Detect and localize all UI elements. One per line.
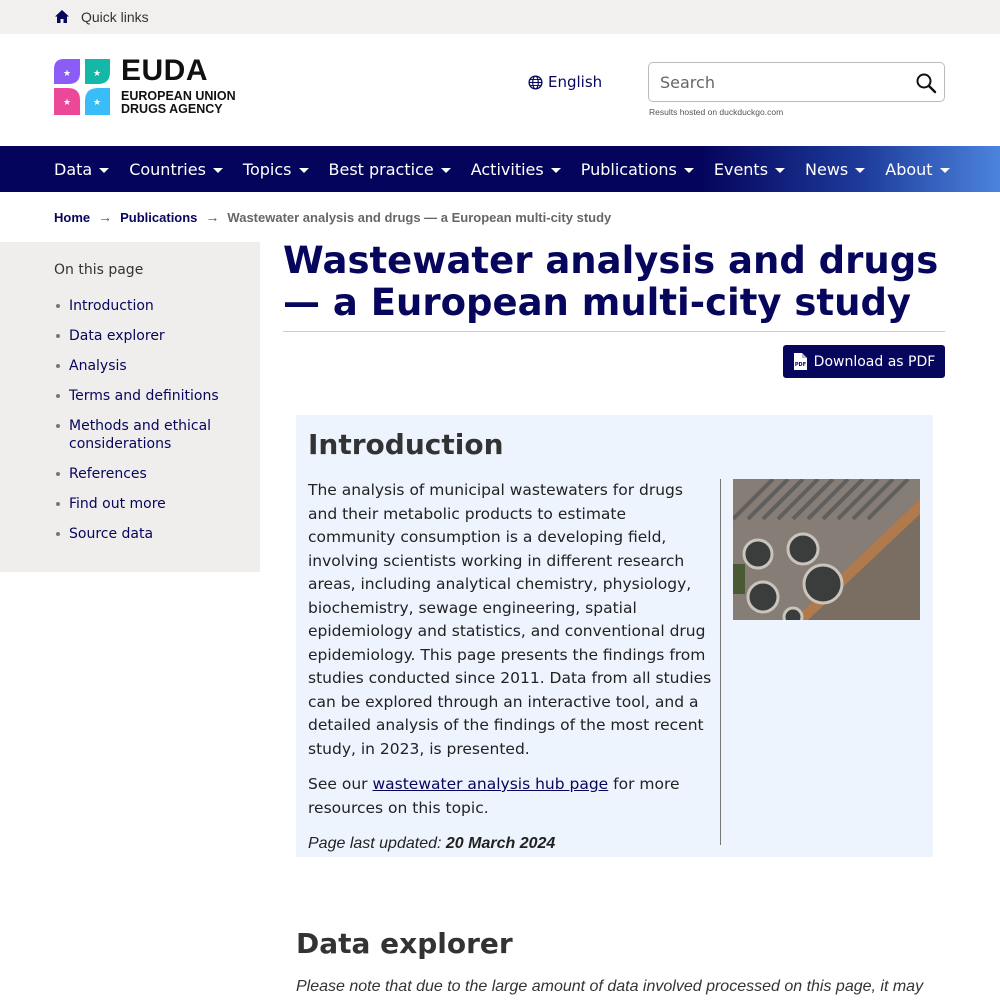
- caret-down-icon: [940, 168, 950, 173]
- svg-text:PDF: PDF: [794, 362, 806, 368]
- page-last-updated: Page last updated: 20 March 2024: [308, 835, 556, 852]
- breadcrumb-publications[interactable]: Publications: [120, 209, 198, 225]
- sidebar-link[interactable]: References: [69, 466, 147, 482]
- sidebar-link[interactable]: Find out more: [69, 496, 166, 512]
- svg-text:★: ★: [62, 98, 72, 108]
- data-explorer-note: Please note that due to the large amount of data involved processed on this page, it may: [296, 978, 924, 995]
- nav-item-publications[interactable]: Publications: [581, 160, 694, 179]
- nav-item-activities[interactable]: Activities: [471, 160, 561, 179]
- sidebar-item-find-out-more: [56, 495, 246, 513]
- main-nav: [0, 146, 1000, 192]
- sidebar-item-analysis: [56, 357, 246, 375]
- nav-item-events[interactable]: Events: [714, 160, 785, 179]
- sidebar-link[interactable]: Introduction: [69, 298, 154, 314]
- title-divider: [283, 331, 945, 332]
- language-label: English: [548, 73, 603, 91]
- wastewater-hub-link[interactable]: wastewater analysis hub page: [372, 775, 609, 793]
- sidebar-item-introduction: [56, 297, 246, 315]
- nav-item-news[interactable]: News: [805, 160, 865, 179]
- search-input[interactable]: [660, 71, 910, 93]
- download-pdf-button[interactable]: [783, 345, 945, 378]
- download-pdf-label: Download as PDF: [813, 353, 936, 370]
- introduction-heading: Introduction: [308, 428, 504, 461]
- arrow-right-icon: →: [98, 209, 113, 225]
- sidebar-link[interactable]: Data explorer: [69, 328, 165, 344]
- home-icon[interactable]: [54, 9, 70, 25]
- caret-down-icon: [775, 168, 785, 173]
- logo-agency-name: EUROPEAN UNION DRUGS AGENCY: [121, 89, 236, 116]
- quick-links-bar: [0, 0, 1000, 34]
- search-note: Results hosted on duckduckgo.com: [649, 107, 784, 117]
- nav-item-countries[interactable]: Countries: [129, 160, 223, 179]
- breadcrumb-home[interactable]: Home: [54, 209, 91, 225]
- search-button[interactable]: [915, 72, 937, 94]
- caret-down-icon: [299, 168, 309, 173]
- logo-wordmark: EUDA: [121, 54, 209, 87]
- sidebar-item-terms: [56, 387, 246, 405]
- sidebar-link[interactable]: Analysis: [69, 358, 127, 374]
- sidebar-item-data-explorer: [56, 327, 246, 345]
- data-explorer-heading: Data explorer: [296, 927, 513, 960]
- quick-links-link[interactable]: Quick links: [81, 9, 149, 25]
- caret-down-icon: [441, 168, 451, 173]
- svg-text:★: ★: [62, 69, 72, 79]
- euda-logo-mark: [54, 57, 112, 115]
- caret-down-icon: [99, 168, 109, 173]
- nav-item-data[interactable]: Data: [54, 160, 109, 179]
- svg-text:★: ★: [92, 98, 102, 108]
- pdf-file-icon: [793, 353, 807, 370]
- breadcrumb-current: Wastewater analysis and drugs — a European multi-city study: [227, 209, 612, 225]
- sidebar-link[interactable]: Source data: [69, 526, 154, 542]
- nav-item-best-practice[interactable]: Best practice: [329, 160, 451, 179]
- intro-divider: [720, 479, 721, 845]
- last-updated-date: 20 March 2024: [445, 835, 556, 852]
- sidebar-link[interactable]: Terms and definitions: [69, 388, 219, 404]
- introduction-text: [308, 479, 712, 868]
- on-this-page-sidebar: [0, 242, 260, 572]
- sidebar-item-references: [56, 465, 246, 483]
- language-selector[interactable]: [528, 73, 602, 91]
- introduction-section: [296, 415, 933, 857]
- sidebar-item-methods: [56, 417, 246, 453]
- globe-icon: [528, 75, 543, 90]
- sidebar-item-source-data: [56, 525, 246, 543]
- sidebar-link[interactable]: Methods and ethical considerations: [69, 418, 212, 452]
- caret-down-icon: [855, 168, 865, 173]
- wastewater-plant-photo: [733, 479, 920, 620]
- caret-down-icon: [684, 168, 694, 173]
- nav-item-about[interactable]: About: [885, 160, 949, 179]
- nav-item-topics[interactable]: Topics: [243, 160, 309, 179]
- sidebar-heading: On this page: [54, 262, 144, 278]
- hub-paragraph: See our wastewater analysis hub page for more resources on this topic.: [308, 775, 680, 817]
- search-box: [648, 62, 945, 102]
- caret-down-icon: [551, 168, 561, 173]
- page-title: Wastewater analysis and drugs — a European multi-city study: [283, 239, 939, 324]
- caret-down-icon: [213, 168, 223, 173]
- search-icon: [915, 72, 937, 94]
- introduction-paragraph: The analysis of municipal wastewaters for drugs and their metabolic products to estimate community consumption is a developing field, involving scientists working in different research areas, including analytical chemistry, physiology, biochemistry, sewage engineering, spatial epidemiology and statistics, and conventional drug epidemiology. This page presents the findings from studies conducted since 2011. Data from all studies can be explored through an interactive tool, and a detailed analysis of the findings of the most recent study, in 2023, is presented.: [308, 481, 712, 758]
- arrow-right-icon: →: [205, 209, 220, 225]
- svg-text:★: ★: [92, 69, 102, 79]
- breadcrumb: [54, 209, 611, 225]
